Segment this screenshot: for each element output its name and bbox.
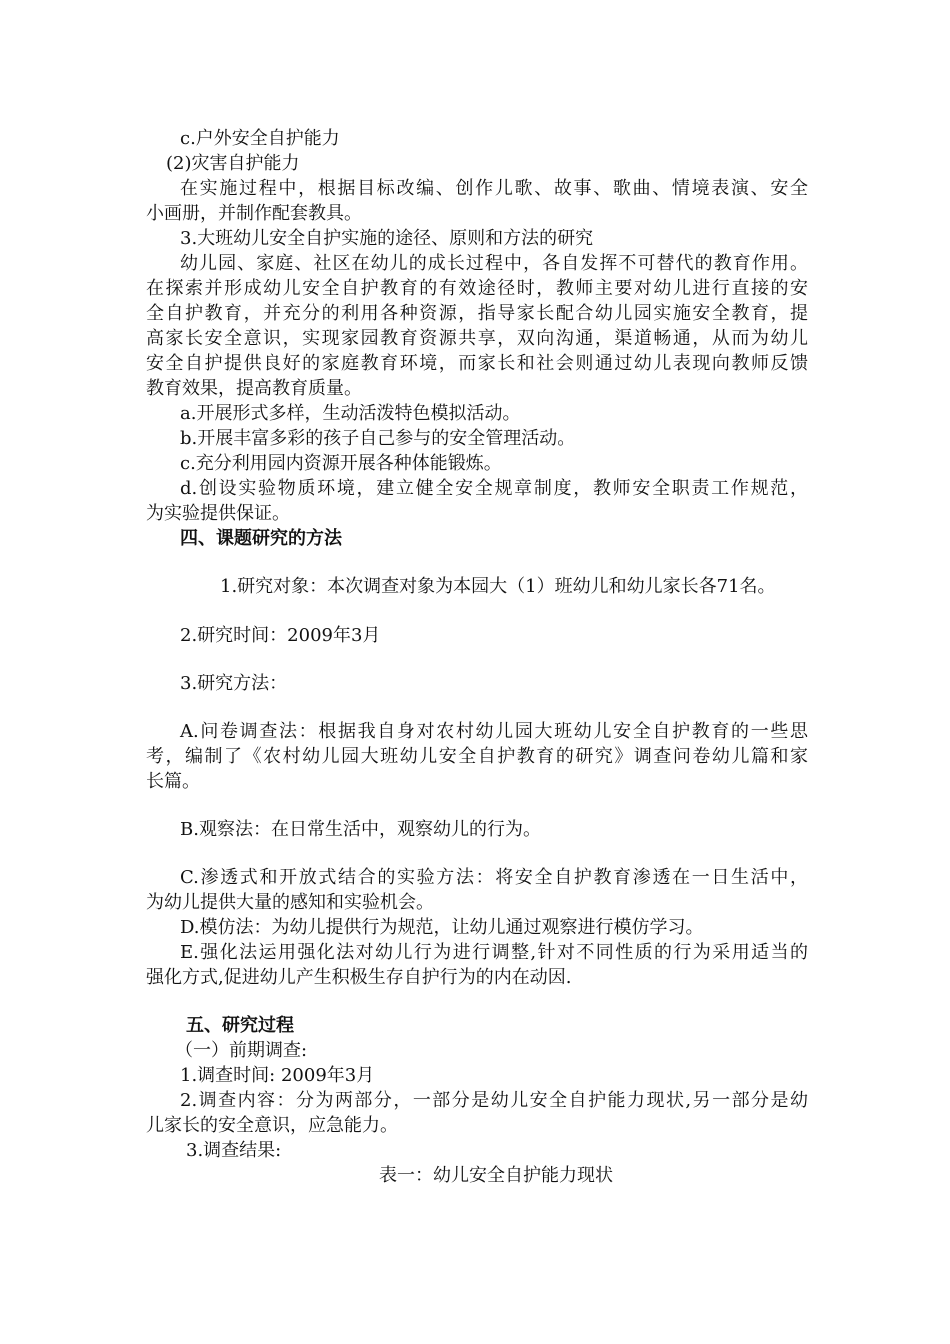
text-line: 为实验提供保证。 [146,503,290,524]
text-line: C.渗透式和开放式结合的实验方法：将安全自护教育渗透在一日生活中， [180,867,808,888]
text-line: 3.大班幼儿安全自护实施的途径、原则和方法的研究 [180,228,594,249]
text-line: b.开展丰富多彩的孩子自己参与的安全管理活动。 [180,428,576,449]
text-line: 全自护教育，并充分的利用各种资源，指导家长配合幼儿园实施安全教育，提 [146,303,808,324]
table-caption: 表一：幼儿安全自护能力现状 [379,1165,613,1186]
text-line: D.模仿法：为幼儿提供行为规范，让幼儿通过观察进行模仿学习。 [180,917,704,938]
text-line: d.创设实验物质环境，建立健全安全规章制度，教师安全职责工作规范， [180,478,808,499]
section-heading: 五、研究过程 [186,1015,294,1036]
text-line: 强化方式,促进幼儿产生积极生存自护行为的内在动因. [146,967,572,988]
text-line: B.观察法：在日常生活中，观察幼儿的行为。 [180,819,541,840]
text-line: 在探索并形成幼儿安全自护教育的有效途径时，教师主要对幼儿进行直接的安 [146,278,808,299]
text-line: 儿家长的安全意识，应急能力。 [146,1115,398,1136]
text-line: E.强化法运用强化法对幼儿行为进行调整,针对不同性质的行为采用适当的 [180,942,808,963]
text-line: 高家长安全意识，实现家园教育资源共享，双向沟通，渠道畅通，从而为幼儿 [146,328,808,349]
text-line: 幼儿园、家庭、社区在幼儿的成长过程中，各自发挥不可替代的教育作用。 [180,253,808,274]
text-line: 教育效果，提高教育质量。 [146,378,362,399]
text-line: 2.调查内容：分为两部分，一部分是幼儿安全自护能力现状,另一部分是幼 [180,1090,808,1111]
text-line: c.充分利用园内资源开展各种体能锻炼。 [180,453,502,474]
section-heading: 四、课题研究的方法 [180,528,342,549]
text-line: （一）前期调查: [175,1040,308,1061]
text-line: 长篇。 [146,771,200,792]
text-line: 为幼儿提供大量的感知和实验机会。 [146,892,434,913]
text-line: 3.研究方法： [180,673,288,694]
text-line: 1.研究对象：本次调查对象为本园大（1）班幼儿和幼儿家长各71名。 [220,576,776,597]
text-line: 3.调查结果: [186,1140,282,1161]
text-line: (2)灾害自护能力 [166,153,300,174]
text-line: 在实施过程中，根据目标改编、创作儿歌、故事、歌曲、情境表演、安全 [180,178,808,199]
text-line: 安全自护提供良好的家庭教育环境，而家长和社会则通过幼儿表现向教师反馈 [146,353,808,374]
text-line: 小画册，并制作配套教具。 [146,203,362,224]
text-line: 2.研究时间：2009年3月 [180,625,381,646]
text-line: 考，编制了《农村幼儿园大班幼儿安全自护教育的研究》调查问卷幼儿篇和家 [146,746,808,767]
text-line: a.开展形式多样，生动活泼特色模拟活动。 [180,403,521,424]
text-line: c.户外安全自护能力 [180,128,340,149]
text-line: 1.调查时间: 2009年3月 [180,1065,375,1086]
text-line: A.问卷调查法：根据我自身对农村幼儿园大班幼儿安全自护教育的一些思 [180,721,808,742]
